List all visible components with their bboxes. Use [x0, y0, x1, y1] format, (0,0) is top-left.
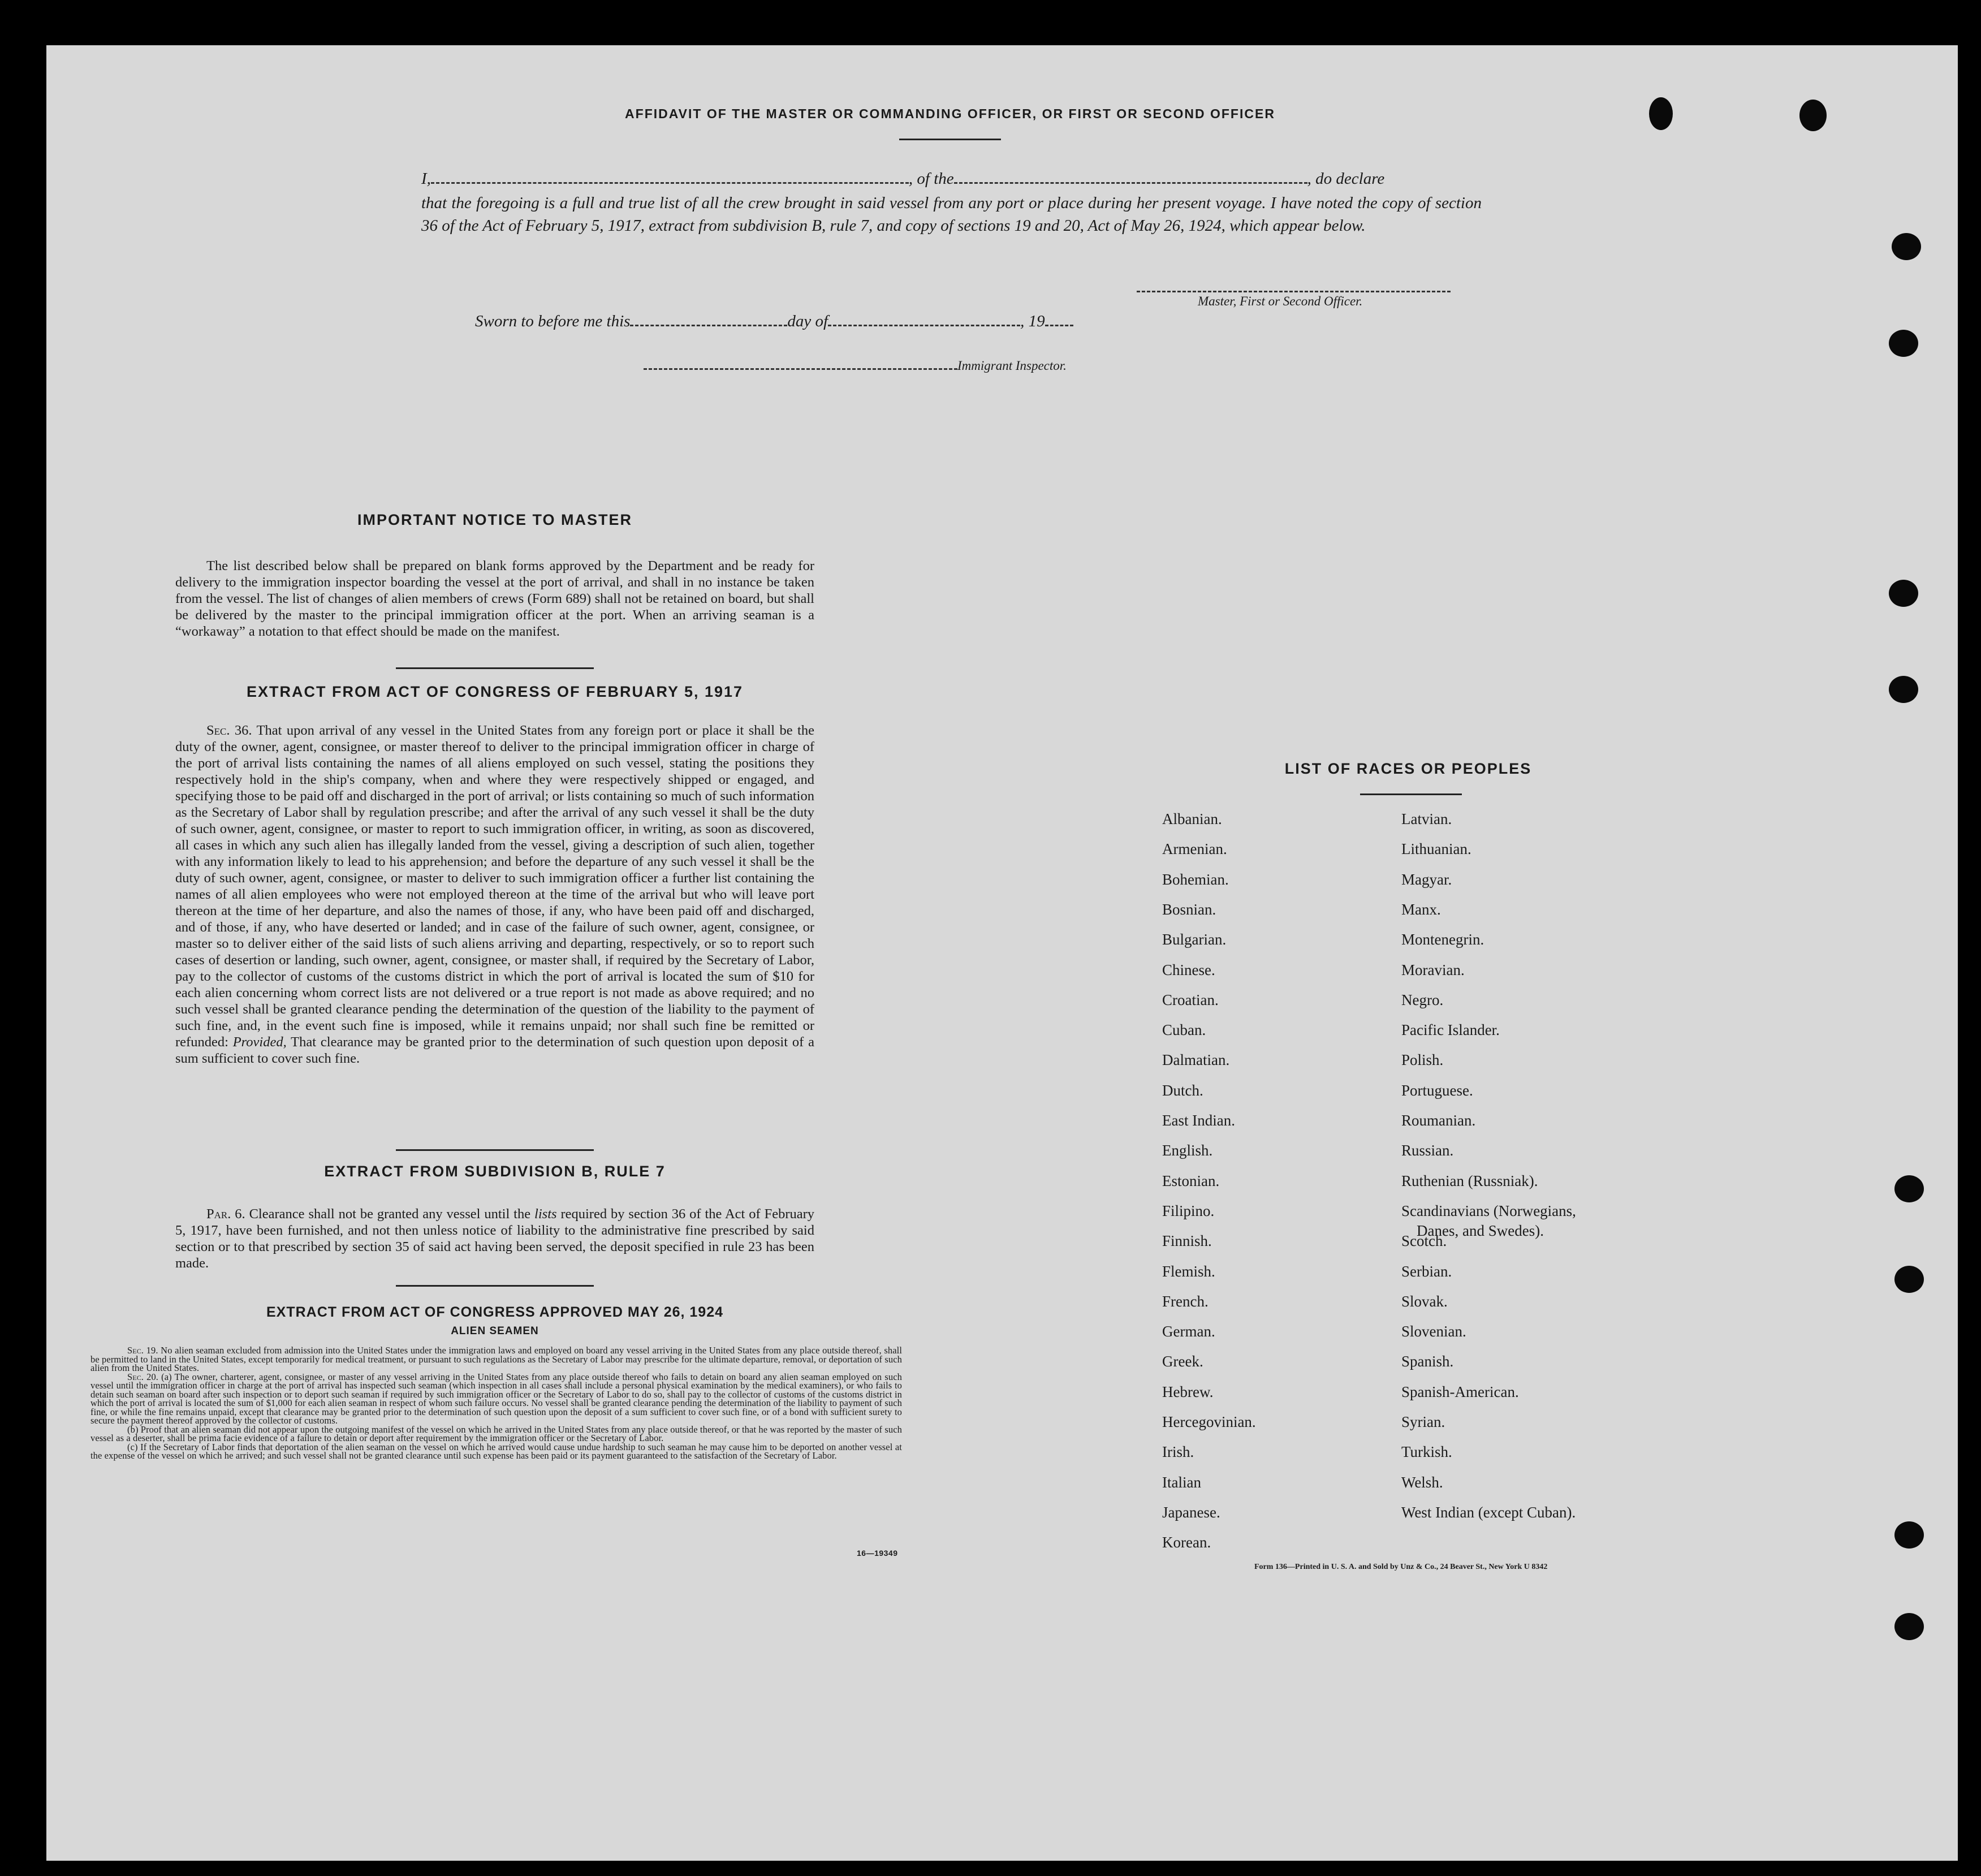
- day-blank[interactable]: [630, 325, 787, 326]
- punch-hole: [1894, 1521, 1924, 1549]
- punch-hole: [1799, 100, 1827, 131]
- sec-36-text: That upon arrival of any vessel in the United States from any foreign port or place it shall be the duty of the owner, agent, consignee, or master thereof to deliver to the principal immigration officer in charge of the port of arrival lists containing the names of all aliens employed on such vessel, stating the positions they respectively hold in the ship's company, when and where they were respectively shipped or engaged, and specifying those to be paid off and discharged in the port of arrival; or lists containing so much of such information as the Secretary of Labor shall by regulation prescribe; and after the arrival of any such vessel it shall be the duty of such owner, agent, consignee, or master to report to such immigration officer, in writing, as soon as discovered, all cases in which any such alien has illegally landed from the vessel, giving a description of such alien, together with any information likely to lead to his apprehension; and before the departure of any such vessel it shall be the duty of such owner, agent, consignee, or master to deliver to such immigration officer a further list containing the names of all alien employees who were not employed thereon at the time of the arrival but who will leave port thereon at the time of her departure, and also the names of those, if any, who have been paid off and discharged, and of those, if any, who have deserted or landed; and in case of the failure of such owner, agent, consignee, or master so to deliver either of the said lists of such aliens arriving and departing, respectively, or so to report such cases of desertion or landing, such owner, agent, consignee, or master shall, if required by the Secretary of Labor, pay to the collector of customs of the customs district in which the port of arrival is located the sum of $10 for each alien concerning whom correct lists are not delivered or a true report is not made as above required; and no such vessel shall be granted clearance pending the determination of the question of the liability to the payment of such fine, and, in the event such fine is imposed, while it remains unpaid; nor shall such fine be remitted or refunded:: [175, 723, 814, 1050]
- extract-1924-text: [90, 1346, 902, 1460]
- race-item: Montenegrin.: [1401, 931, 1484, 948]
- race-item: Estonian.: [1162, 1172, 1220, 1189]
- affidavit-title: AFFIDAVIT OF THE MASTER OR COMMANDING OFFICER, OR FIRST OR SECOND OFFICER: [625, 106, 1275, 121]
- race-item: Dutch.: [1162, 1082, 1203, 1099]
- extract-rule7-text: [175, 1206, 814, 1271]
- race-item: Syrian.: [1401, 1413, 1445, 1430]
- races-title: LIST OF RACES OR PEOPLES: [1284, 760, 1532, 777]
- inspector-line: [644, 359, 1067, 373]
- declaration-line: [421, 170, 1482, 188]
- rule7-text-b: required by section 36 of the Act of February 5, 1917, have been furnished, and not then unless notice of liability to the administrative fine prescribed by said section or to that prescribed by section 35 of said act having been served, the deposit specified in rule 23 has been made.: [175, 1206, 815, 1271]
- race-item: West Indian (except Cuban).: [1401, 1504, 1576, 1521]
- race-item: Welsh.: [1401, 1474, 1443, 1491]
- race-item: Greek.: [1162, 1353, 1203, 1370]
- master-signature-line[interactable]: [1137, 291, 1451, 292]
- lists-word: lists: [534, 1206, 557, 1222]
- divider: [396, 667, 594, 669]
- race-item-continuation: Danes, and Swedes).: [1417, 1222, 1544, 1239]
- notice-text: The list described below shall be prepared on blank forms approved by the Department and be ready for delivery to the immigration inspector boarding the vessel at the port of arrival, and shall in no instance be taken from the vessel. The list of changes of alien members of crews (Form 689) shall not be retained on board, but shall be delivered by the master to the principal immigration officer at the port. When an arriving seaman is a “workaway” a notation to that effect should be made on the manifest.: [175, 558, 814, 639]
- extract-1917-text: [175, 722, 814, 1067]
- notice-title: IMPORTANT NOTICE TO MASTER: [357, 511, 632, 528]
- sec-20-label: Sec. 20.: [127, 1371, 159, 1382]
- punch-hole: [1889, 676, 1918, 703]
- race-item: Moravian.: [1401, 961, 1465, 978]
- master-signature-label: Master, First or Second Officer.: [1198, 294, 1363, 308]
- sec-20b: (b) Proof that an alien seaman did not appear upon the outgoing manifest of the vessel on which he arrived in the United States from any place outside thereof, or that he was reported by the master of such vessel as a deserter, shall be prima facie evidence of a failure to detain or deport after requirement by the immigration officer or the Secretary of Labor.: [90, 1424, 902, 1443]
- race-item: Bohemian.: [1162, 871, 1229, 888]
- race-item: Serbian.: [1401, 1263, 1452, 1280]
- inspector-blank[interactable]: [644, 368, 957, 370]
- extract-1917-title: EXTRACT FROM ACT OF CONGRESS OF FEBRUARY 5, 1917: [246, 683, 744, 700]
- race-item: Negro.: [1401, 991, 1444, 1008]
- race-item: Polish.: [1401, 1051, 1444, 1068]
- sec-20c: (c) If the Secretary of Labor finds that deportation of the alien seaman on the vessel on which he arrived would cause undue hardship to such seaman he may cause him to be deported on another vessel at the expense of the vessel on which he arrived; and such vessel shall not be granted clearance until such expense has been paid or its payment guaranteed to the satisfaction of the Secretary of Labor.: [90, 1441, 902, 1461]
- punch-hole: [1894, 1175, 1924, 1202]
- race-item: Hebrew.: [1162, 1383, 1214, 1400]
- race-item: Hercegovinian.: [1162, 1413, 1256, 1430]
- sec-19: [90, 1346, 902, 1373]
- race-item: Dalmatian.: [1162, 1051, 1230, 1068]
- punch-hole: [1894, 1613, 1924, 1640]
- inspector-label: Immigrant Inspector.: [957, 359, 1067, 373]
- race-item: Korean.: [1162, 1534, 1211, 1551]
- race-item: Magyar.: [1401, 871, 1452, 888]
- punch-hole: [1889, 330, 1918, 357]
- punch-hole: [1889, 580, 1918, 607]
- race-item: Ruthenian (Russniak).: [1401, 1172, 1538, 1189]
- race-item: Spanish.: [1401, 1353, 1454, 1370]
- sec-20a: [90, 1373, 902, 1425]
- punch-hole: [1892, 233, 1921, 260]
- month-blank[interactable]: [828, 325, 1020, 326]
- divider: [396, 1149, 594, 1151]
- race-item: Manx.: [1401, 901, 1441, 918]
- race-item: Slovenian.: [1401, 1323, 1466, 1340]
- race-item: Russian.: [1401, 1142, 1454, 1159]
- race-item: Scotch.: [1401, 1232, 1447, 1249]
- sec-19-text: No alien seaman excluded from admission into the United States under the immigration laws and employed on board any vessel arriving in the United States from any place outside thereof, shall be permitted to land in the United States, except temporarily for medical treatment, or pursuant to such regulations as the Secretary of Labor may prescribe for the ultimate departure, removal, or deportation of such alien from the United States.: [90, 1345, 903, 1373]
- day-of-label: day of: [787, 312, 828, 330]
- year-blank[interactable]: [1045, 325, 1073, 326]
- divider: [899, 139, 1001, 140]
- sec-19-label: Sec. 19.: [127, 1345, 158, 1356]
- vessel-blank[interactable]: [954, 182, 1307, 184]
- race-item: Armenian.: [1162, 840, 1227, 857]
- race-item: Turkish.: [1401, 1443, 1452, 1460]
- race-item: Latvian.: [1401, 810, 1452, 827]
- race-item: Flemish.: [1162, 1263, 1215, 1280]
- extract-1924-subtitle: ALIEN SEAMEN: [451, 1325, 539, 1337]
- provided-label: Provided,: [232, 1034, 287, 1050]
- par-6-label: Par. 6.: [206, 1206, 245, 1222]
- race-item: Lithuanian.: [1401, 840, 1471, 857]
- race-item: French.: [1162, 1293, 1209, 1310]
- extract-1924-title: EXTRACT FROM ACT OF CONGRESS APPROVED MAY 26, 1924: [266, 1304, 724, 1320]
- race-item: Bosnian.: [1162, 901, 1216, 918]
- race-item: Italian: [1162, 1474, 1201, 1491]
- race-item: Portuguese.: [1401, 1082, 1473, 1099]
- year-label: , 19: [1020, 312, 1045, 330]
- race-item: English.: [1162, 1142, 1213, 1159]
- do-declare-label: , do declare: [1307, 170, 1385, 188]
- race-item: Croatian.: [1162, 991, 1219, 1008]
- sworn-label: Sworn to before me this: [475, 312, 631, 330]
- extract-rule7-title: EXTRACT FROM SUBDIVISION B, RULE 7: [324, 1163, 666, 1180]
- name-blank[interactable]: [431, 182, 909, 184]
- declaration-body: that the foregoing is a full and true list of all the crew brought in said vessel from any port or place during her present voyage. I have noted the copy of section 36 of the Act of February 5, 1917, extract from subdivision B, rule 7, and copy of sections 19 and 20, Act of May 26, 1924, which appear below.: [421, 194, 1482, 235]
- race-item: East Indian.: [1162, 1112, 1235, 1129]
- sec-36-label: Sec. 36.: [206, 723, 252, 738]
- race-item: Chinese.: [1162, 961, 1215, 978]
- form-code: 16—19349: [857, 1549, 898, 1558]
- of-the-label: , of the: [908, 170, 954, 188]
- sec-36-text-end: That clearance may be granted prior to the determination of such question upon deposit of a sum sufficient to cover such fine.: [175, 1034, 814, 1066]
- race-item: Slovak.: [1401, 1293, 1448, 1310]
- punch-hole: [1649, 97, 1673, 130]
- race-item: Irish.: [1162, 1443, 1194, 1460]
- race-item: Japanese.: [1162, 1504, 1220, 1521]
- race-item: Finnish.: [1162, 1232, 1212, 1249]
- race-item: Filipino.: [1162, 1202, 1215, 1219]
- sworn-line: [475, 312, 1073, 331]
- punch-hole: [1894, 1266, 1924, 1293]
- race-item: Bulgarian.: [1162, 931, 1227, 948]
- race-item: Pacific Islander.: [1401, 1021, 1500, 1038]
- rule7-text-a: Clearance shall not be granted any vessel until the: [249, 1206, 531, 1222]
- divider: [1360, 793, 1462, 795]
- race-item: German.: [1162, 1323, 1215, 1340]
- race-item: Roumanian.: [1401, 1112, 1476, 1129]
- i-label: I,: [421, 170, 431, 188]
- sec-20a-text: (a) The owner, charterer, agent, consignee, or master of any vessel arriving in the United States from any place outside thereof who fails to detain on board any alien seaman employed on such vessel until the immigration officer in charge at the port of arrival has inspected such seaman (which inspection in all cases shall include a personal physical examination by the medical examiners), or who fails to detain such seaman on board after such inspection or to deport such seaman if required by such immigration officer or the Secretary of Labor to do so, shall pay to the collector of customs of the customs district in which the port of arrival is located the sum of $1,000 for each alien seaman in respect of whom such failure occurs. No vessel shall be granted clearance pending the determination of the liability to payment of such fine, or while the fine remains unpaid, except that clearance may be granted prior to the determination of such question upon the deposit of a sum sufficient to cover such fine, or of a bond with sufficient surety to secure the payment thereof approved by the collector of customs.: [90, 1371, 902, 1426]
- divider: [396, 1285, 594, 1287]
- race-item: Scandinavians (Norwegians,: [1401, 1202, 1576, 1219]
- race-item: Spanish-American.: [1401, 1383, 1519, 1400]
- race-item: Cuban.: [1162, 1021, 1206, 1038]
- race-item: Albanian.: [1162, 810, 1222, 827]
- printer-footer: Form 136—Printed in U. S. A. and Sold by Unz & Co., 24 Beaver St., New York U 8342: [1254, 1563, 1548, 1571]
